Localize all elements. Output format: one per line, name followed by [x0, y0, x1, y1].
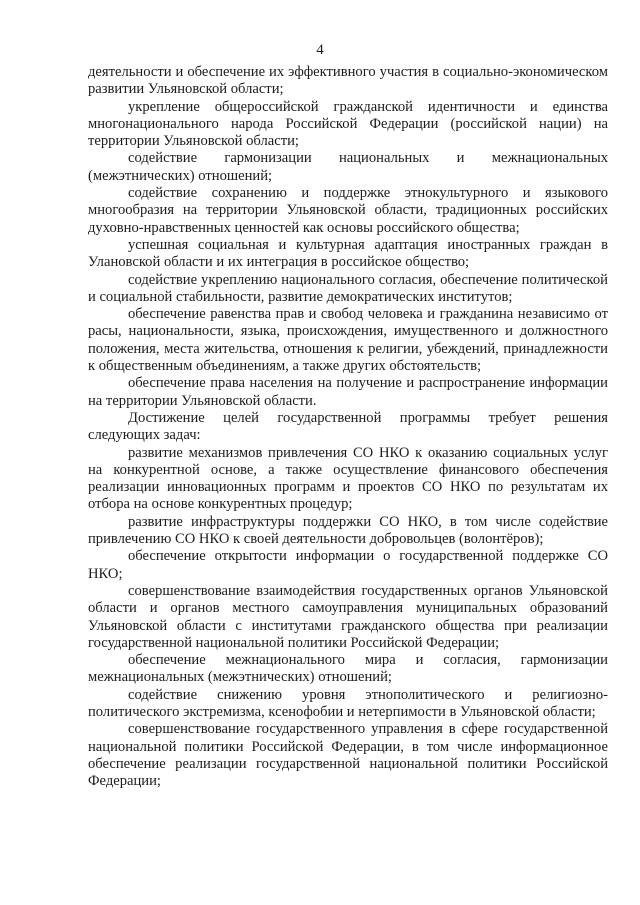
- paragraph: содействие снижению уровня этнополитического и религиозно-политического экстремизма, ксенофобии и нетерпимости в Ульяновской области;: [88, 686, 608, 720]
- paragraph: развитие инфраструктуры поддержки СО НКО, в том числе содействие привлечению СО НКО к своей деятельности добровольцев (волонтёров);: [88, 513, 608, 548]
- paragraph: обеспечение открытости информации о государственной поддержке СО НКО;: [88, 548, 608, 582]
- paragraph: обеспечение межнационального мира и согласия, гармонизации межнациональных (межэтнических) отношений;: [88, 652, 608, 686]
- document-body: [88, 64, 608, 790]
- paragraph: содействие укреплению национального согласия, обеспечение политической и социальной стабильности, развитие демократических институтов;: [88, 271, 608, 305]
- paragraph: развитие механизмов привлечения СО НКО к оказанию социальных услуг на конкурентной основе, а также осуществление финансового обеспечения реализации инновационных программ и проектов СО НКО по результатам их отбора на основе конкурентных процедур;: [88, 444, 608, 513]
- paragraph-continuation: деятельности и обеспечение их эффективного участия в социально-экономическом развитии Ульяновской области;: [88, 64, 608, 98]
- paragraph: содействие гармонизации национальных и межнациональных (межэтнических) отношений;: [88, 150, 608, 184]
- paragraph: совершенствование взаимодействия государственных органов Ульяновской области и органов местного самоуправления муниципальных образований Ульяновской области с институтами гражданского общества при реализации государственной национальной политики Российской Федерации;: [88, 582, 608, 651]
- paragraph: совершенствование государственного управления в сфере государственной национальной политики Российской Федерации, в том числе информационное обеспечение реализации государственной национальной политики Российской Федерации;: [88, 721, 608, 790]
- paragraph: укрепление общероссийской гражданской идентичности и единства многонационального народа Российской Федерации (российской нации) на территории Ульяновской области;: [88, 98, 608, 150]
- paragraph: содействие сохранению и поддержке этнокультурного и языкового многообразия на территории Ульяновской области, традиционных российских духовно-нравственных ценностей как основы российского общества;: [88, 185, 608, 236]
- paragraph: обеспечение равенства прав и свобод человека и гражданина независимо от расы, национальности, языка, происхождения, имущественного и должностного положения, места жительства, отношения к религии, убеждений, принадлежности к общественным объединениям, а также других обстоятельств;: [88, 306, 608, 375]
- paragraph: Достижение целей государственной программы требует решения следующих задач:: [88, 409, 608, 444]
- paragraph: успешная социальная и культурная адаптация иностранных граждан в Улановской области и их интеграция в российское общество;: [88, 236, 608, 271]
- paragraph: обеспечение права населения на получение и распространение информации на территории Ульяновской области.: [88, 375, 608, 409]
- page-number: 4: [316, 42, 324, 58]
